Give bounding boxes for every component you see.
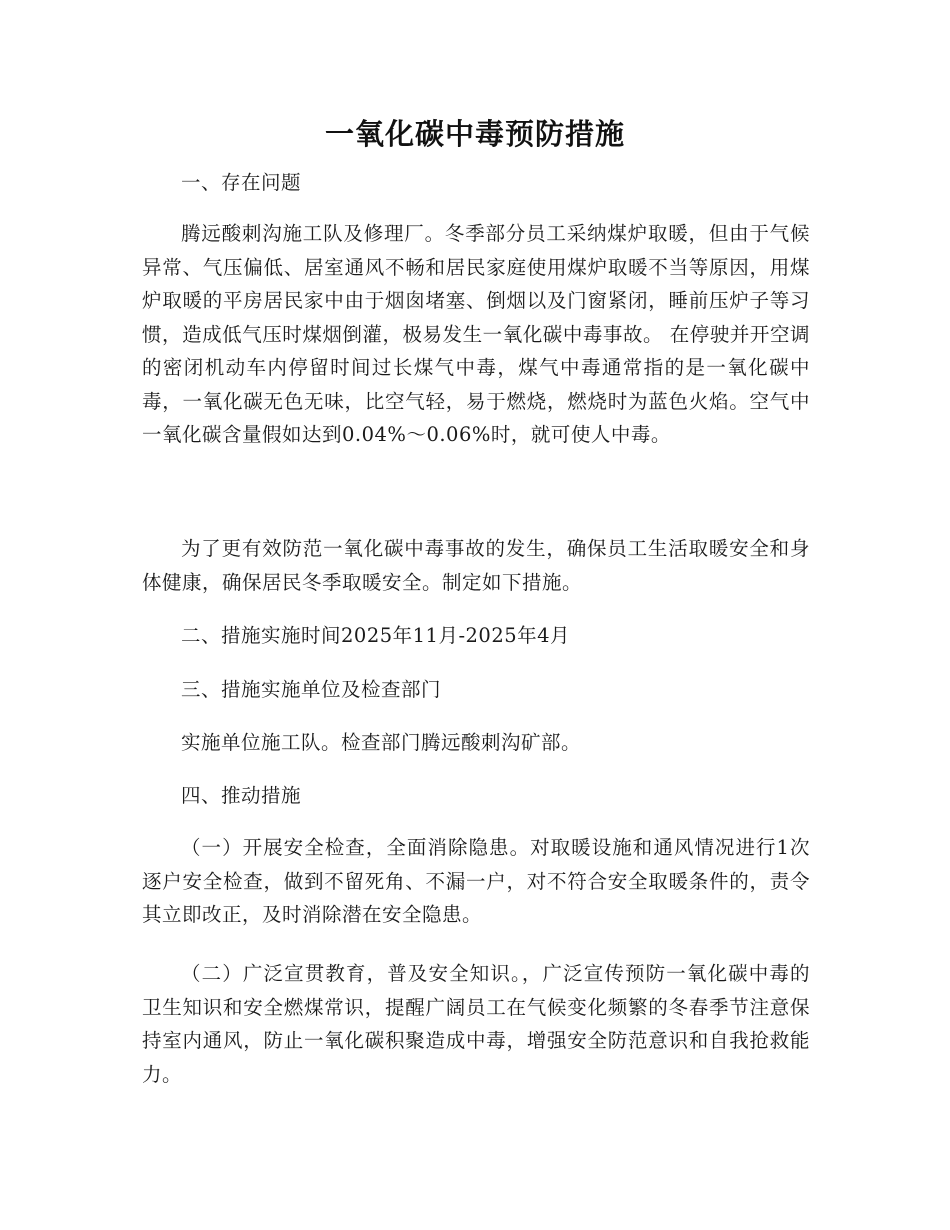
paragraph-units: 实施单位施工队。检查部门腾远酸刺沟矿部。 (181, 731, 582, 754)
section-heading-units: 三、措施实施单位及检查部门 (181, 678, 442, 701)
section-heading-measures: 四、推动措施 (181, 784, 302, 807)
paragraph-problems: 腾远酸刺沟施工队及修理厂。冬季部分员工采纳煤炉取暖，但由于气候异常、气压偏低、居室通风不畅和居民家庭使用煤炉取暖不当等原因，用煤炉取暖的平房居民家中由于烟囱堵塞、倒烟以及门窗紧闭，睡前压炉子等习惯，造成低气压时煤烟倒灌，极易发生一氧化碳中毒事故。 在停驶并开空调的密闭机动车内停留时间过长煤气中毒，煤气中毒通常指的是一氧化碳中毒，一氧化碳无色无味，比空气轻，易于燃烧，燃烧时为蓝色火焰。空气中一氧化碳含量假如达到0.04%～0.06%时，就可使人中毒。 (142, 222, 810, 446)
paragraph-measure-2: （二）广泛宣贯教育，普及安全知识。，广泛宣传预防一氧化碳中毒的卫生知识和安全燃煤常识，提醒广阔员工在气候变化频繁的冬春季节注意保持室内通风，防止一氧化碳积聚造成中毒，增强安全防范意识和自我抢救能力。 (142, 962, 810, 1086)
paragraph-purpose: 为了更有效防范一氧化碳中毒事故的发生，确保员工生活取暖安全和身体健康，确保居民冬季取暖安全。制定如下措施。 (142, 537, 810, 594)
section-heading-time: 二、措施实施时间2025年11月-2025年4月 (181, 624, 571, 647)
paragraph-measure-1: （一）开展安全检查，全面消除隐患。对取暖设施和通风情况进行1次逐户安全检查，做到不留死角、不漏一户，对不符合安全取暖条件的，责令其立即改正，及时消除潜在安全隐患。 (142, 836, 810, 926)
section-heading-problems: 一、存在问题 (181, 171, 302, 194)
document-title: 一氧化碳中毒预防措施 (324, 117, 625, 151)
